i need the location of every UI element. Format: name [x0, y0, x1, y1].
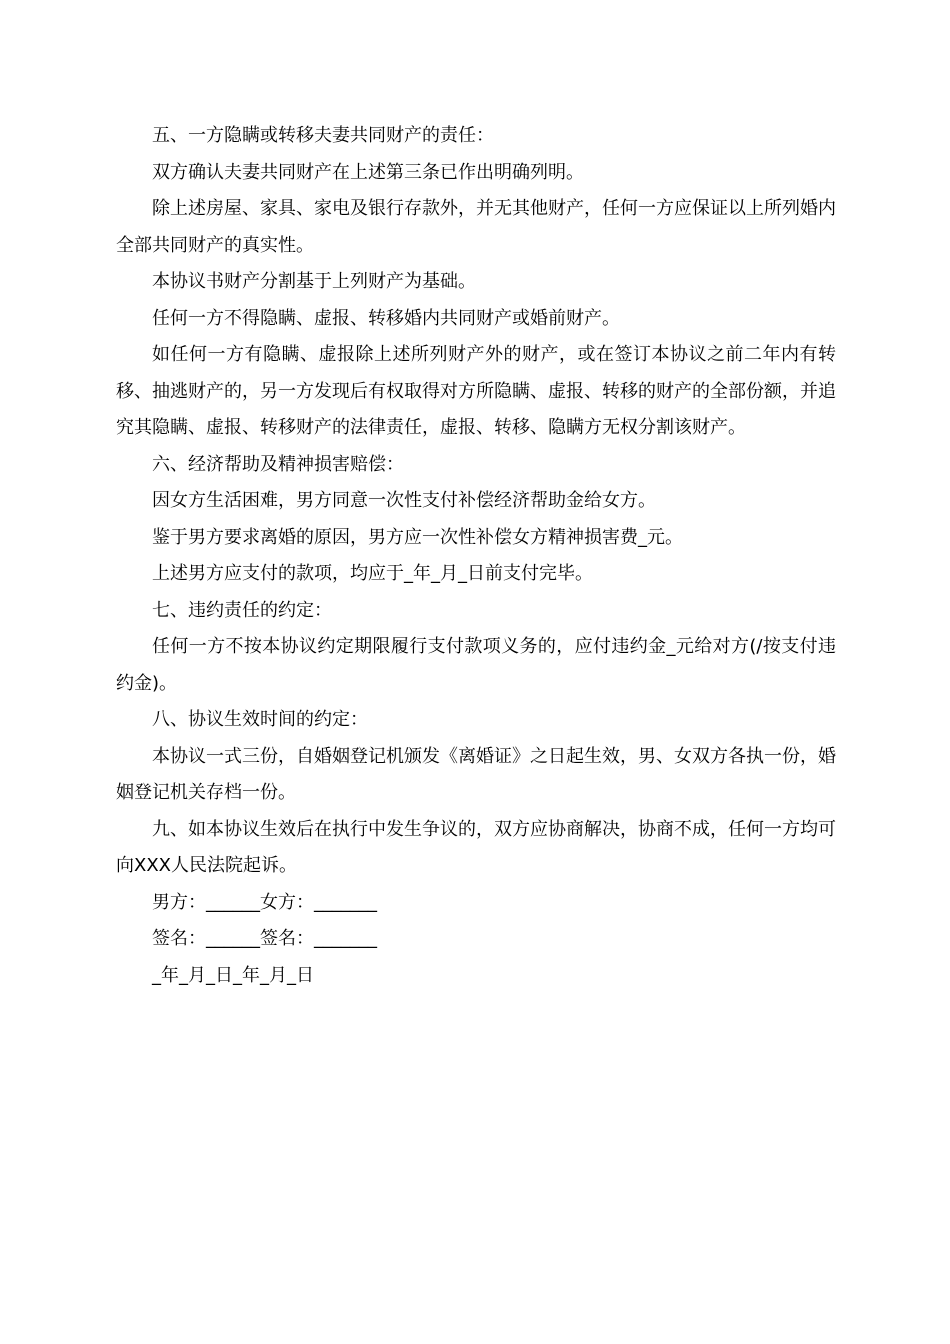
document-page [116, 118, 836, 994]
paragraph: 因女方生活困难，男方同意一次性支付补偿经济帮助金给女方。 [152, 490, 656, 511]
section-heading-eight: 八、协议生效时间的约定： [152, 709, 368, 730]
paragraph: 鉴于男方要求离婚的原因，男方应一次性补偿女方精神损害费_元。 [152, 526, 683, 548]
section-heading-seven: 七、违约责任的约定： [152, 599, 332, 621]
section-heading-five: 五、一方隐瞒或转移夫妻共同财产的责任： [152, 125, 494, 146]
section-heading-nine: 九、如本协议生效后在执行中发生争议的，双方应协商解决，协商不成，任何一方均可向XXX人民法院起诉。 [116, 818, 836, 876]
paragraph: 如任何一方有隐瞒、虚报除上述所列财产外的财产，或在签订本协议之前二年内有转移、抽逃财产的，另一方发现后有权取得对方所隐瞒、虚报、转移的财产的全部份额，并追究其隐瞒、虚报、转移财产的法律责任，虚报、转移、隐瞒方无权分割该财产。 [116, 344, 836, 438]
party-names-line: 男方：______女方：_______ [152, 891, 377, 913]
signature-line: 签名：______签名：_______ [152, 928, 377, 949]
paragraph: 本协议一式三份，自婚姻登记机颁发《离婚证》之日起生效，男、女双方各执一份，婚姻登记机关存档一份。 [116, 745, 836, 803]
paragraph: 上述男方应支付的款项，均应于_年_月_日前支付完毕。 [152, 563, 593, 584]
paragraph: 本协议书财产分割基于上列财产为基础。 [152, 271, 476, 292]
section-heading-six: 六、经济帮助及精神损害赔偿： [152, 453, 404, 475]
date-line: _年_月_日_年_月_日 [152, 964, 314, 986]
paragraph: 双方确认夫妻共同财产在上述第三条已作出明确列明。 [152, 161, 584, 183]
paragraph: 除上述房屋、家具、家电及银行存款外，并无其他财产，任何一方应保证以上所列婚内全部共同财产的真实性。 [116, 198, 836, 256]
paragraph: 任何一方不按本协议约定期限履行支付款项义务的，应付违约金_元给对方(/按支付违约金)。 [116, 636, 836, 694]
paragraph: 任何一方不得隐瞒、虚报、转移婚内共同财产或婚前财产。 [152, 307, 620, 329]
